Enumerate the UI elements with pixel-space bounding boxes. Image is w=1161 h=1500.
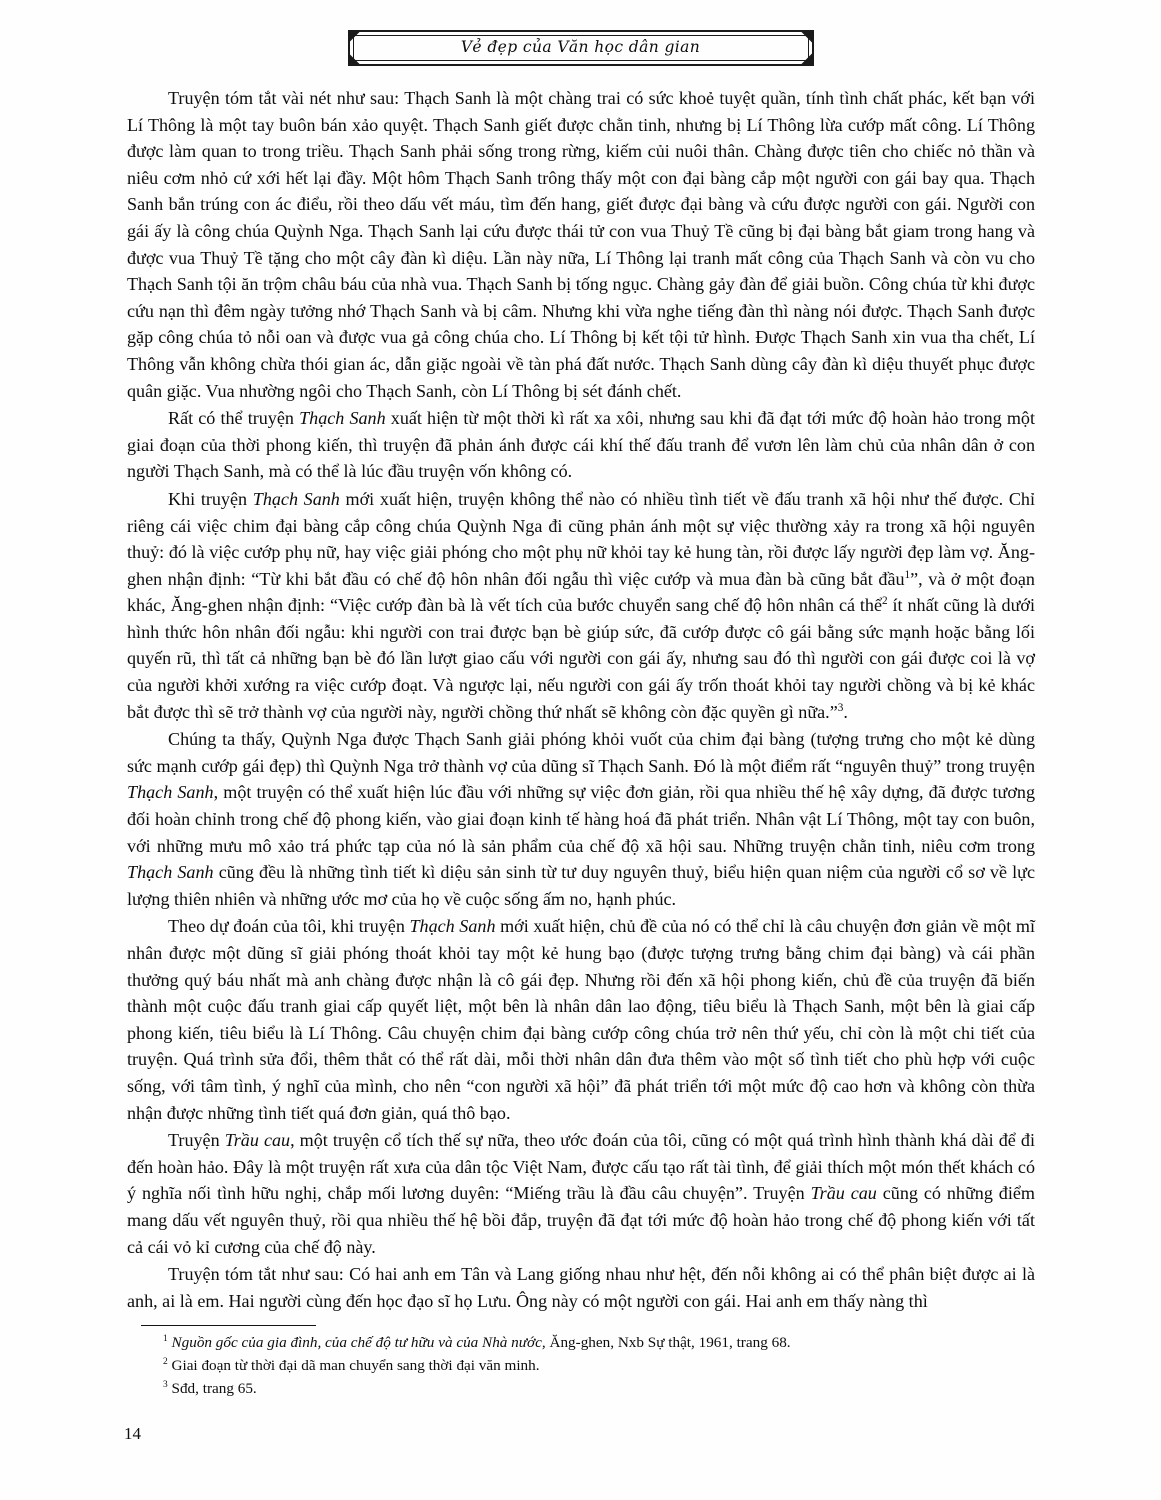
text-run: Chúng ta thấy, Quỳnh Nga được Thạch Sanh giải phóng khỏi vuốt của chim đại bàng (tượng trưng cho một kẻ dùng sức mạnh cướp gái đẹp) thì Quỳnh Nga trở thành vợ của dũng sĩ Thạch Sanh. Đó là một điểm rất “nguyên thuỷ” trong truyện [127,729,1035,776]
text-run: ”, và ở một đoạn khác, Ăng-ghen nhận định: “Việc cướp đàn bà là vết tích của bước chuyển sang chế độ hôn nhân cá thể [127,568,1035,616]
footnote-marker: 2 [163,1356,168,1367]
header-ornament-frame [348,30,814,66]
paragraph [127,405,1035,485]
text-run: Thạch Sanh [127,862,214,883]
text-run: Trầu cau [810,1183,877,1204]
text-run: Khi truyện [168,488,253,509]
text-run: mới xuất hiện, truyện không thể nào có nhiều tình tiết về đấu tranh xã hội như thế được. Chỉ riêng cái việc chim đại bàng cắp công chúa Quỳnh Nga đi cũng phản ánh một sự việc thường xảy ra trong xã hội nguyên thuỷ: đó là việc cướp phụ nữ, hay việc giải phóng cho một phụ nữ khỏi tay kẻ hung tàn, rồi được lấy người đẹp làm vợ. Ăng-ghen nhận định: “Từ khi bắt đầu có chế độ hôn nhân đối ngẫu thì việc cướp và mua đàn bà cũng bắt đầu [127,488,1035,589]
text-run: Nguồn gốc của gia đình, của chế độ tư hữu và của Nhà nước, [171,1334,546,1351]
text-run: xuất hiện từ một thời kì rất xa xôi, nhưng sau khi đã đạt tới mức độ hoàn hảo trong một giai đoạn của thời phong kiến, thì truyện đã phản ánh được cái khí thế đấu tranh để vươn lên làm chủ của nhân dân ở con người Thạch Sanh, mà có thể là lúc đầu truyện vốn không có. [127,408,1035,482]
paragraph [127,913,1035,1126]
page-header [0,30,1161,66]
paragraph [127,1261,1035,1314]
paragraph [127,85,1035,404]
corner-ornament-bottom-left [348,52,362,66]
text-run: Truyện [168,1130,225,1151]
text-run: , một truyện cổ tích thế sự nữa, theo ước đoán của tôi, cũng có một quá trình hình thành khá dài để đi đến hoàn hảo. Đây là một truyện rất xưa của dân tộc Việt Nam, được cấu tạo rất tài tình, để giải thích một món thết khách có ý nghĩa nối tình hữu nghị, chắp mối lương duyên: “Miếng trầu là đầu câu chuyện”. Truyện [127,1130,1035,1204]
text-run: Giai đoạn từ thời đại dã man chuyển sang thời đại văn minh. [167,1357,540,1374]
footnote-marker: 1 [163,1333,168,1344]
footnote-separator-rule [141,1325,316,1326]
footnote-entry [127,1355,1035,1376]
text-run: Thạch Sanh [409,916,496,937]
corner-ornament-top-right [800,30,814,44]
body-text [127,85,1035,1315]
footnote-marker: 3 [163,1379,168,1390]
paragraph [127,1127,1035,1260]
running-head-title: Vẻ đẹp của Văn học dân gian [460,38,701,56]
footnote-entry [127,1332,1035,1353]
text-run: Thạch Sanh [127,782,214,803]
paragraph [127,486,1035,725]
text-run: Trầu cau [224,1130,291,1151]
page-number: 14 [124,1424,141,1443]
text-run: Ăng-ghen, Nxb Sự thật, 1961, trang 68. [545,1334,791,1351]
text-run: mới xuất hiện, chủ đề của nó có thể chỉ là câu chuyện đơn giản về một mĩ nhân được một dũng sĩ giải phóng thoát khỏi tay một kẻ hung bạo (được tượng trưng bằng chim đại bàng) và cái phần thưởng quý báu nhất mà anh chàng được nhận là cô gái đẹp. Nhưng rồi đến xã hội phong kiến, chủ đề của truyện đã biến thành một cuộc đấu tranh giai cấp quyết liệt, một bên là nhân dân lao động, tiêu biểu là Thạch Sanh, một bên là giai cấp phong kiến, tiêu biểu là Lí Thông. Câu chuyện chim đại bàng cướp công chúa trở nên thứ yếu, chỉ còn là một chi tiết của truyện. Quá trình sửa đổi, thêm thắt có thể rất dài, mỗi thời nhân dân đưa thêm vào một số tình tiết cho phù hợp với cuộc sống, với tâm tình, ý nghĩ của mình, cho nên “con người xã hội” đã phát triển tới một mức độ cao hơn và không còn thừa nhận được những tình tiết quá đơn giản, quá thô bạo. [127,916,1035,1123]
text-run: Rất có thể truyện [168,408,300,429]
text-run: ít nhất cũng là dưới hình thức hôn nhân đối ngẫu: khi người con trai được bạn bè giúp sức, đã cướp được cô gái bằng sức mạnh hoặc bằng lối quyến rũ, thì tất cả những bạn bè đó lần lượt giao cấu với người con gái ấy, nhưng sau đó thì người con gái được coi là vợ của người khởi xướng ra việc cướp đoạt. Và ngược lại, nếu người con gái ấy trốn thoát khỏi tay người chồng và bị kẻ khác bắt được thì sẽ trở thành vợ của người này, người chồng thứ nhất sẽ không còn đặc quyền gì nữa.” [127,595,1035,722]
footnote-marker: 2 [882,595,888,608]
text-run: . [843,701,848,722]
corner-ornament-top-left [348,30,362,44]
footnote-entry [127,1378,1035,1399]
text-run: Thạch Sanh [252,488,340,509]
text-run: cũng có những điểm mang dấu vết nguyên thuỷ, rồi qua nhiều thế hệ bồi đắp, truyện đã đạt tới mức độ hoàn hảo trong chế độ phong kiến với tất cả cái vỏ kỉ cương của chế độ này. [127,1183,1035,1257]
text-run: cũng đều là những tình tiết kì diệu sản sinh từ tư duy nguyên thuỷ, biểu hiện quan niệm của người cổ sơ về lực lượng thiên nhiên và những ước mơ của họ về cuộc sống ấm no, hạnh phúc. [127,862,1035,909]
footnote-marker: 3 [837,701,844,714]
footnotes-section [127,1325,1035,1401]
paragraph [127,726,1035,912]
footnote-list [127,1332,1035,1399]
text-run: Truyện tóm tắt vài nét như sau: Thạch Sanh là một chàng trai có sức khoẻ tuyệt quần, tính tình chất phác, kết bạn với Lí Thông là một tay buôn bán xảo quyệt. Thạch Sanh giết được chằn tinh, nhưng bị Lí Thông lừa cướp mất công. Lí Thông được làm quan to trong triều. Thạch Sanh phải sống trong rừng, kiếm củi nuôi thân. Chàng được tiên cho chiếc nỏ thần và niêu cơm nhỏ cứ xới hết lại đầy. Một hôm Thạch Sanh trông thấy một con đại bàng cắp một người con gái bay qua. Thạch Sanh bắn trúng con ác điểu, rồi theo dấu vết máu, tìm đến hang, giết được đại bàng và cứu được người con gái. Người con gái ấy là công chúa Quỳnh Nga. Thạch Sanh lại cứu được thái tử con vua Thuỷ Tề cũng bị đại bàng bắt giam trong hang và được vua Thuỷ Tề tặng cho một cây đàn kì diệu. Lần này nữa, Lí Thông lại tranh mất công của Thạch Sanh và còn vu cho Thạch Sanh tội ăn trộm châu báu của nhà vua. Thạch Sanh bị tống ngục. Chàng gảy đàn để giải buồn. Công chúa từ khi được cứu nạn thì đêm ngày tưởng nhớ Thạch Sanh và bị câm. Nhưng khi vừa nghe tiếng đàn thì nàng nói được. Thạch Sanh được gặp công chúa tỏ nỗi oan và được vua gả công chúa cho. Lí Thông bị kết tội tử hình. Được Thạch Sanh xin vua tha chết, Lí Thông vẫn không chừa thói gian ác, dẫn giặc ngoài về tàn phá đất nước. Thạch Sanh dùng cây đàn kì diệu thuyết phục được quân giặc. Vua nhường ngôi cho Thạch Sanh, còn Lí Thông bị sét đánh chết. [127,88,1035,401]
text-run: Thạch Sanh [299,408,386,429]
text-run: Truyện tóm tắt như sau: Có hai anh em Tân và Lang giống nhau như hệt, đến nỗi không ai có thể phân biệt được ai là anh, ai là em. Hai người cùng đến học đạo sĩ họ Lưu. Ông này có một người con gái. Hai anh em thấy nàng thì [127,1264,1035,1311]
footnote-marker: 1 [904,568,911,581]
corner-ornament-bottom-right [800,52,814,66]
text-run: Theo dự đoán của tôi, khi truyện [168,916,410,937]
text-run: , một truyện có thể xuất hiện lúc đầu với những sự việc đơn giản, rồi qua nhiều thế hệ xây dựng, đã được tương đối hoàn chỉnh trong chế độ phong kiến, vào giai đoạn kinh tế hàng hoá đã phát triển. Nhân vật Lí Thông, một tay con buôn, với những mưu mô xảo trá phức tạp của nó là sản phẩm của chế độ xã hội sau. Những truyện chằn tinh, niêu cơm trong [127,782,1035,856]
text-run: Sđd, trang 65. [167,1380,257,1397]
